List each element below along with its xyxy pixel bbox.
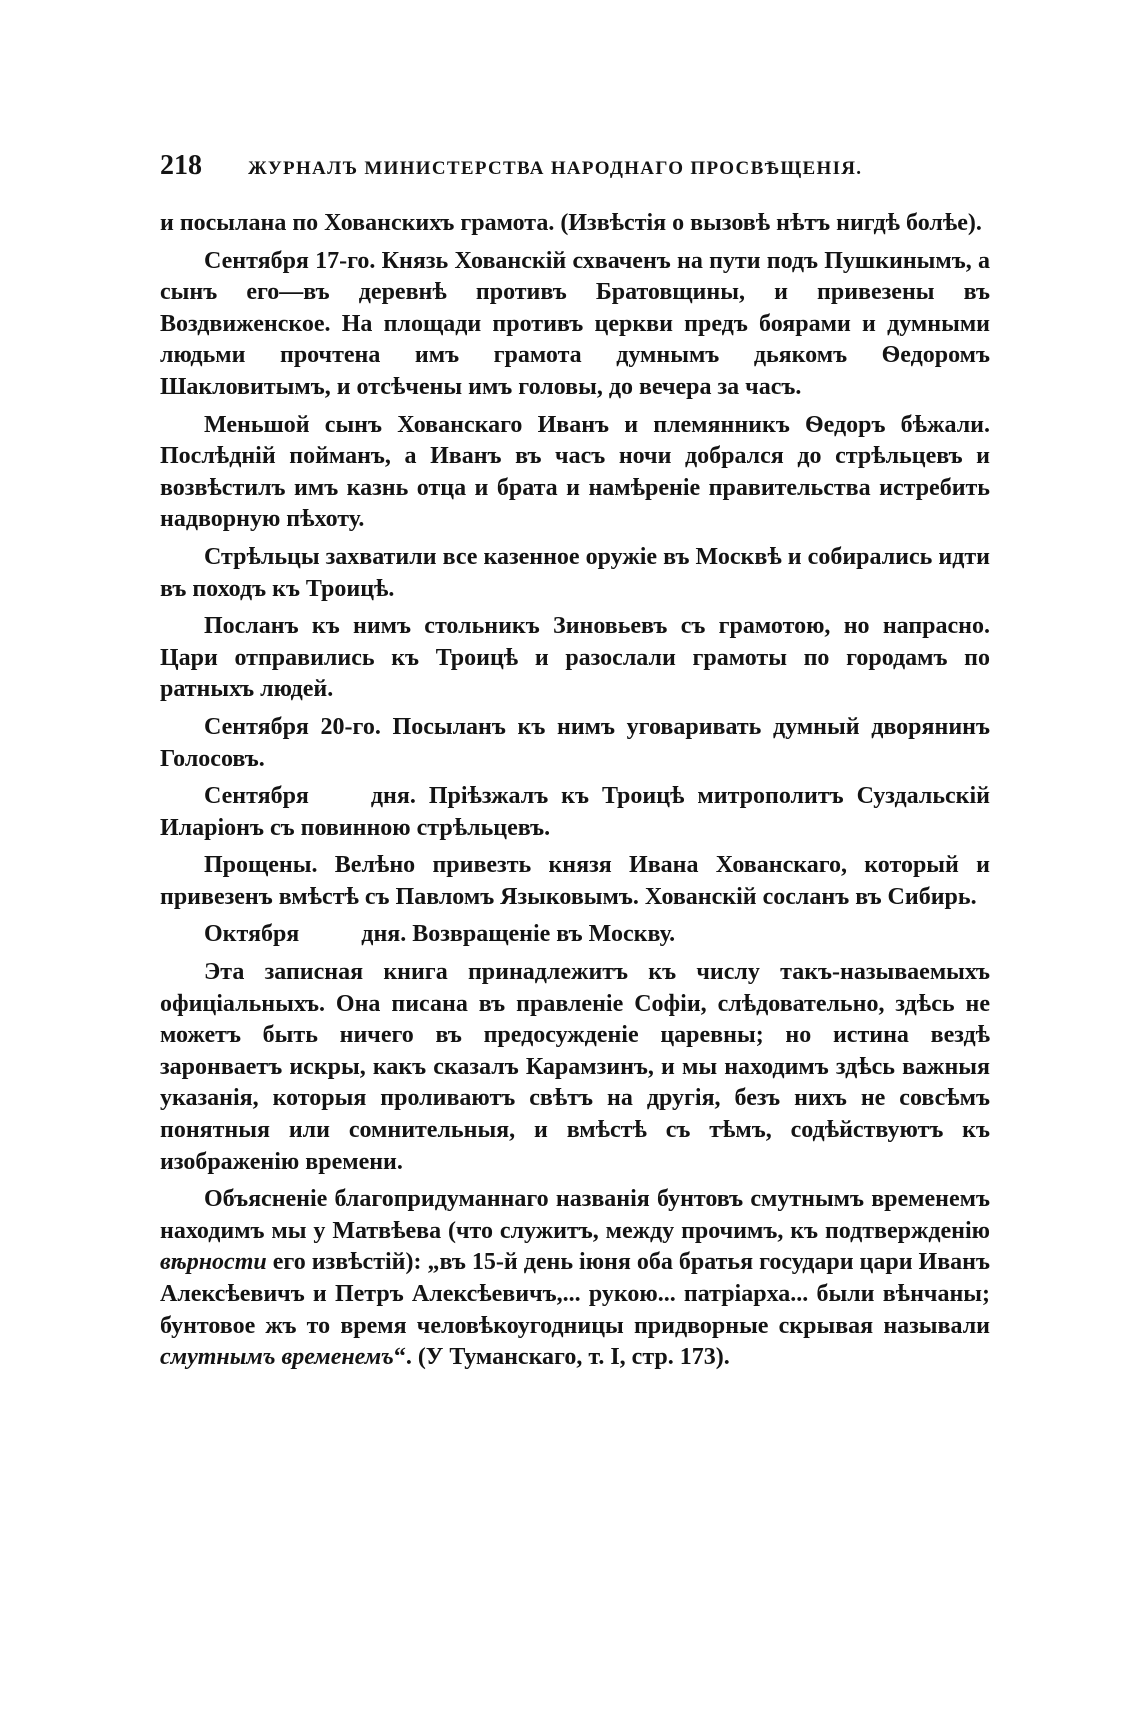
paragraph-metropolitan — [160, 781, 990, 844]
paragraph-zinoviev: Посланъ къ нимъ стольникъ Зиновьевъ съ грамотою, но напрасно. Цари отправились къ Троицѣ и разослали грамоты по городамъ по ратныхъ людей. — [160, 613, 990, 703]
paragraph-streltsy-arms: Стрѣльцы захватили все казенное оружіе въ Москвѣ и собирались идти въ походъ къ Троицѣ. — [160, 543, 990, 602]
paragraph-return — [160, 919, 990, 951]
paragraph-text: дня. Возвращеніе въ Москву. — [361, 921, 676, 948]
date-month: Сентября — [204, 783, 309, 810]
paragraph-text: дня. Пріѣзжалъ къ Троицѣ митрополитъ Суздальскій Иларіонъ съ повинною стрѣльцевъ. — [160, 783, 990, 841]
paragraph-continuation: и посылана по Хованскихъ грамота. (Извѣстія о вызовѣ нѣтъ нигдѣ болѣе). — [160, 210, 982, 236]
page-number: 218 — [160, 150, 202, 181]
date-month: Октября — [204, 921, 300, 948]
page-header — [160, 150, 990, 182]
text-run: “. (У Туманскаго, т. I, стр. 173). — [393, 1344, 730, 1371]
paragraph-matveev — [160, 1184, 990, 1374]
running-title: ЖУРНАЛЪ МИНИСТЕРСТВА НАРОДНАГО ПРОСВѢЩЕНІЯ. — [248, 158, 863, 179]
paragraph-september-20: Сентября 20-го. Посыланъ къ нимъ уговаривать думный дворянинъ Голосовъ. — [160, 713, 990, 772]
paragraph-record-book: Эта записная книга принадлежитъ къ числу такъ-называемыхъ офиціальныхъ. Она писана въ правленіе Софіи, слѣдовательно, здѣсь не можетъ быть ничего въ предосужденіе царевны; но истина вездѣ заронваетъ искры, какъ сказалъ Карамзинъ, и мы находимъ здѣсь важныя указанія, которыя проливаютъ свѣтъ на другія, безъ нихъ не совсѣмъ понятныя или сомнительныя, и вмѣстѣ съ тѣмъ, содѣйствуютъ къ изображенію времени. — [160, 959, 990, 1175]
italic-run: смутнымъ временемъ — [160, 1344, 394, 1371]
paragraph-september-17: Сентября 17-го. Князь Хованскій схваченъ на пути подъ Пушкинымъ, а сынъ его—въ деревнѣ противъ Братовщины, и привезены въ Воздвиженское. На площади противъ церкви предъ боярами и думными людьми прочтена имъ грамота думнымъ дьякомъ Ѳедоромъ Шакловитымъ, и отсѣчены имъ головы, до вечера за часъ. — [160, 247, 990, 400]
paragraph-pardoned: Прощены. Велѣно привезть князя Ивана Хованскаго, который и привезенъ вмѣстѣ съ Павломъ Языковымъ. Хованскій сосланъ въ Сибирь. — [160, 852, 990, 910]
page-body — [160, 208, 990, 1380]
italic-run: вѣрности — [160, 1249, 267, 1276]
text-run: Объясненіе благопридуманнаго названія бунтовъ смутнымъ временемъ находимъ мы у Матвѣева (что служитъ, между прочимъ, къ подтвержденію — [160, 1186, 990, 1244]
text-run: его извѣстій): „въ 15-й день іюня оба братья государи цари Иванъ Алексѣевичъ и Петръ Алексѣевичъ,... рукою... патріарха... были вѣнчаны; бунтовое жъ то время человѣкоугодницы придворные скрывая называли — [160, 1249, 990, 1339]
paragraph-ivan-escape: Меньшой сынъ Хованскаго Иванъ и племянникъ Ѳедоръ бѣжали. Послѣдній пойманъ, а Иванъ въ часъ ночи добрался до стрѣльцевъ и возвѣстилъ имъ казнь отца и брата и намѣреніе правительства истребить надворную пѣхоту. — [160, 411, 990, 533]
